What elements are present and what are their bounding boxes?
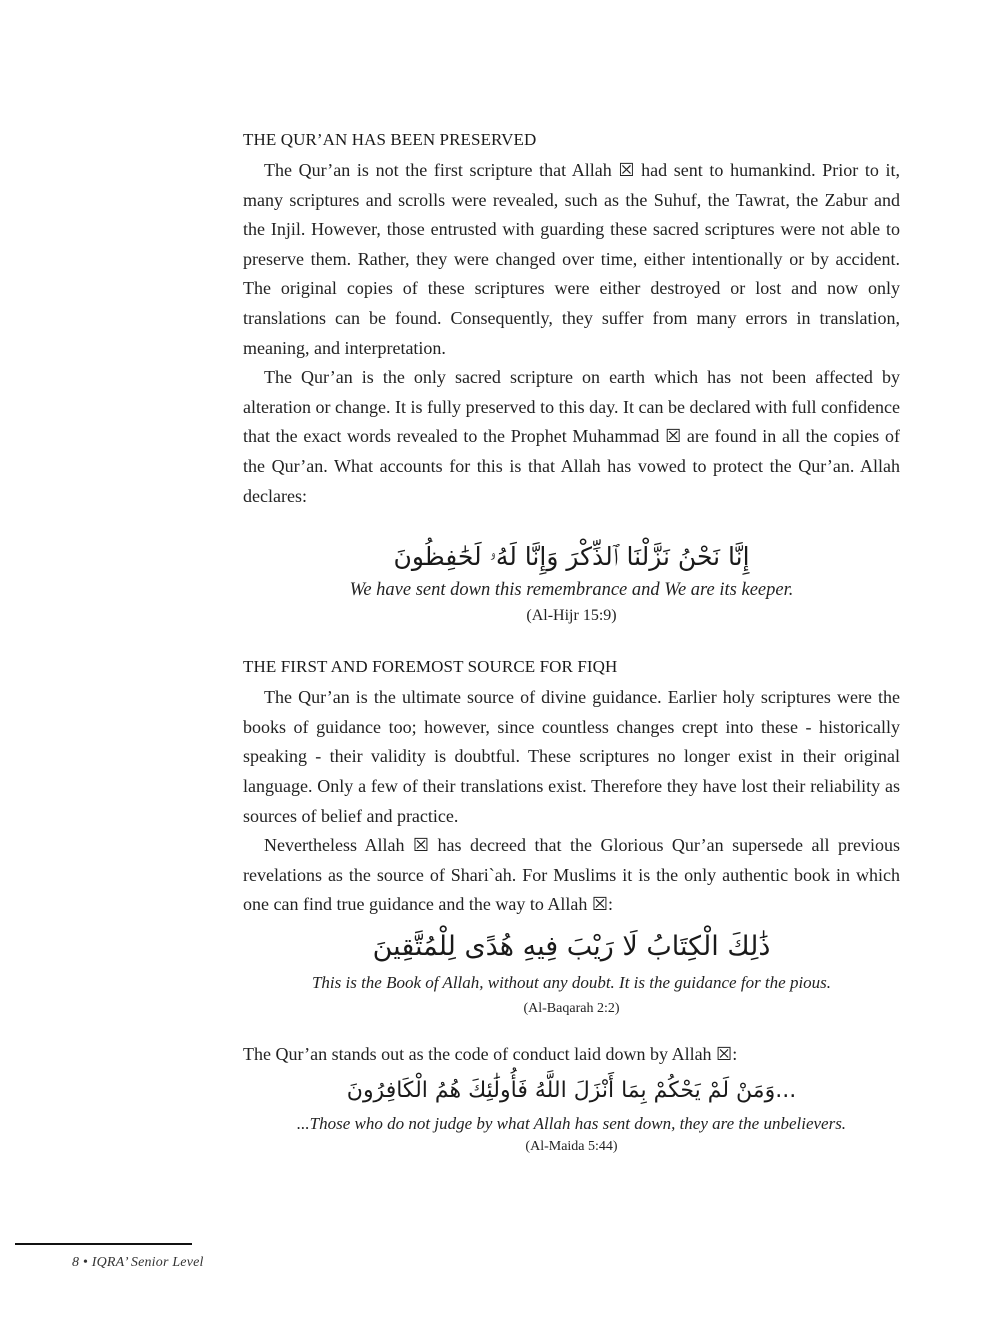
verse-translation: We have sent down this remembrance and We are its keeper. [349, 580, 794, 601]
section-heading-fiqh: THE FIRST AND FOREMOST SOURCE FOR FIQH [243, 657, 618, 677]
verse-reference: (Al-Hijr 15:9) [526, 607, 617, 625]
quran-verse-baqarah [243, 924, 900, 1022]
paragraph: The Qur’an is the ultimate source of divine guidance. Earlier holy scriptures were the books of guidance too; however, since countless changes crept into these - historically speaking - their validity is doubtful. These scriptures no longer exist in their original language. Only a few of their translations exist. Therefore they have lost their reliability as sources of belief and practice. [243, 687, 900, 826]
arabic-text: ذَٰلِكَ الْكِتَابُ لَا رَيْبَ فِيهِ هُدًى لِلْمُتَّقِينَ [372, 930, 771, 962]
page-content [243, 128, 900, 1157]
paragraph: Nevertheless Allah ☒ has decreed that the Glorious Qur’an supersede all previous revelations as the source of Shari`ah. For Muslims it is the only authentic book in which one can find true guidance and the way to Allah ☒: [243, 835, 900, 915]
quran-verse-maida [243, 1071, 900, 1157]
paragraph: The Qur’an is not the first scripture that Allah ☒ had sent to humankind. Prior to it, many scriptures and scrolls were revealed, such as the Suhuf, the Tawrat, the Zabur and the Injil. However, those entrusted with guarding these sacred scriptures were not able to preserve them. Rather, they were changed over time, either intentionally or by accident. The original copies of these scriptures were either destroyed or lost and now only translations can be found. Consequently, they suffer from many errors in translation, meaning, and interpretation. [243, 160, 900, 358]
page-footer: 8 • IQRA’ Senior Level [72, 1255, 204, 1270]
quran-verse-hijr [243, 537, 900, 629]
verse-reference: (Al-Maida 5:44) [525, 1139, 618, 1155]
section-heading-preserved: THE QUR’AN HAS BEEN PRESERVED [243, 130, 537, 149]
footer-divider [15, 1243, 192, 1245]
lead-in-text: The Qur’an stands out as the code of conduct laid down by Allah ☒: [243, 1043, 738, 1064]
arabic-text: إِنَّا نَحْنُ نَزَّلْنَا ٱلذِّكْرَ وَإِنَّا لَهُۥ لَحَٰفِظُونَ [393, 542, 750, 572]
verse-reference: (Al-Baqarah 2:2) [523, 1000, 620, 1016]
arabic-text: ...وَمَنْ لَمْ يَحْكُمْ بِمَا أَنْزَلَ اللَّهُ فَأُولَٰئِكَ هُمُ الْكَافِرُونَ [346, 1078, 797, 1104]
paragraph: The Qur’an is the only sacred scripture on earth which has not been affected by alteration or change. It is fully preserved to this day. It can be declared with full confidence that the exact words revealed to the Prophet Muhammad ☒ are found in all the copies of the Qur’an. What accounts for this is that Allah has vowed to protect the Qur’an. Allah declares: [243, 367, 900, 506]
verse-translation: This is the Book of Allah, without any doubt. It is the guidance for the pious. [311, 972, 832, 992]
verse-translation: ...Those who do not judge by what Allah has sent down, they are the unbelievers. [296, 1114, 847, 1134]
